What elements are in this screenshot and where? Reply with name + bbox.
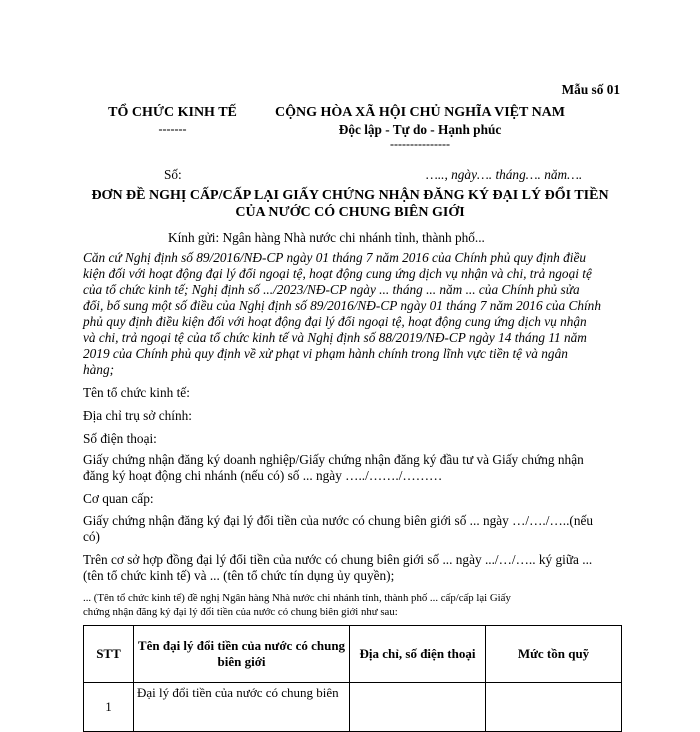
request-statement-line: chứng nhận đăng ký đại lý đổi tiền của nước có chung biên giới như sau:	[83, 606, 398, 618]
table-cell-address-phone	[350, 683, 486, 732]
header-fund-level: Mức tồn quỹ	[486, 626, 622, 683]
national-title: CỘNG HÒA XÃ HỘI CHỦ NGHĨA VIỆT NAM	[274, 105, 565, 120]
legal-basis-line: kiện đối với hoạt động đại lý đổi ngoại tệ, hoạt động cung ứng dịch vụ nhận và chi, trả ngoại tệ	[83, 266, 592, 281]
table-cell-fund-level	[486, 683, 622, 732]
agent-table	[83, 625, 622, 732]
legal-basis-line: phủ quy định điều kiện đối với hoạt động đại lý đổi ngoại tệ, hoạt động cung ứng dịch vụ nhận	[83, 314, 587, 329]
legal-basis-line: 2019 của Chính phủ quy định về xử phạt vi phạm hành chính trong lĩnh vực tiền tệ và ngân	[83, 346, 568, 361]
date-line: ….., ngày…. tháng…. năm….	[426, 167, 583, 182]
legal-basis-line: và chi, trả ngoại tệ của tổ chức kinh tế và Nghị định số 88/2019/NĐ-CP ngày 14 tháng 11 năm	[83, 330, 587, 345]
header-address-phone: Địa chỉ, số điện thoại	[350, 626, 486, 683]
org-name: TỔ CHỨC KINH TẾ	[108, 105, 237, 120]
legal-basis-line: của tổ chức kinh tế; Nghị định số .../2023/NĐ-CP ngày ... tháng ... năm ... của Chính phủ sửa	[83, 282, 580, 297]
header-stt: STT	[84, 626, 134, 683]
document-title-line: ĐƠN ĐỀ NGHỊ CẤP/CẤP LẠI GIẤY CHỨNG NHẬN ĐĂNG KÝ ĐẠI LÝ ĐỔI TIỀN	[91, 188, 609, 203]
field-certificate-line: có)	[83, 529, 100, 544]
document-number-label: Số:	[164, 167, 182, 182]
field-phone: Số điện thoại:	[83, 431, 157, 446]
recipient: Kính gửi: Ngân hàng Nhà nước chi nhánh tỉnh, thành phố...	[168, 230, 485, 245]
table-header-row	[84, 626, 622, 683]
table-cell-agent-name: Đại lý đổi tiền của nước có chung biên	[134, 683, 350, 732]
form-number: Mẫu số 01	[561, 82, 620, 97]
document-title	[60, 187, 640, 221]
field-registration-line: đăng ký hoạt động chi nhánh (nếu có) số ... ngày …../……./………	[83, 468, 443, 483]
national-underline: ---------------	[390, 137, 450, 151]
org-header	[95, 104, 250, 136]
field-contract	[83, 552, 643, 584]
org-underline: -------	[158, 122, 187, 136]
legal-basis-line: Căn cứ Nghị định số 89/2016/NĐ-CP ngày 01 tháng 7 năm 2016 của Chính phủ quy định điều	[83, 250, 587, 265]
document-title-line: CỦA NƯỚC CÓ CHUNG BIÊN GIỚI	[235, 205, 465, 220]
field-org-name: Tên tổ chức kinh tế:	[83, 385, 190, 400]
field-contract-line: Trên cơ sở hợp đồng đại lý đổi tiền của nước có chung biên giới số ... ngày .../…/….. ký giữa ...	[83, 552, 593, 567]
field-issuer: Cơ quan cấp:	[83, 491, 154, 506]
legal-basis-line: hàng;	[83, 362, 115, 377]
request-statement	[83, 591, 643, 619]
request-statement-line: ... (Tên tổ chức kinh tế) đề nghị Ngân hàng Nhà nước chi nhánh tỉnh, thành phố ... cấp/cấp lại Giấy	[83, 592, 511, 604]
table-row	[84, 683, 622, 732]
national-header	[270, 104, 570, 151]
field-certificate-line: Giấy chứng nhận đăng ký đại lý đổi tiền của nước có chung biên giới số ... ngày …/…./…..(nếu	[83, 513, 594, 528]
field-certificate	[83, 513, 643, 545]
legal-basis-line: đổi, bổ sung một số điều của Nghị định số 89/2016/NĐ-CP ngày 01 tháng 7 năm 2016 của Chính	[83, 298, 601, 313]
national-motto: Độc lập - Tự do - Hạnh phúc	[338, 122, 502, 137]
header-agent-name: Tên đại lý đổi tiền của nước có chung biên giới	[134, 626, 350, 683]
table-cell-stt: 1	[84, 683, 134, 732]
field-registration-line: Giấy chứng nhận đăng ký doanh nghiệp/Giấy chứng nhận đăng ký đầu tư và Giấy chứng nhận	[83, 452, 584, 467]
field-registration	[83, 452, 643, 484]
field-address: Địa chỉ trụ sở chính:	[83, 408, 192, 423]
field-contract-line: (tên tổ chức kinh tế) và ... (tên tổ chức tín dụng ủy quyền);	[83, 568, 395, 583]
legal-basis	[83, 250, 643, 378]
